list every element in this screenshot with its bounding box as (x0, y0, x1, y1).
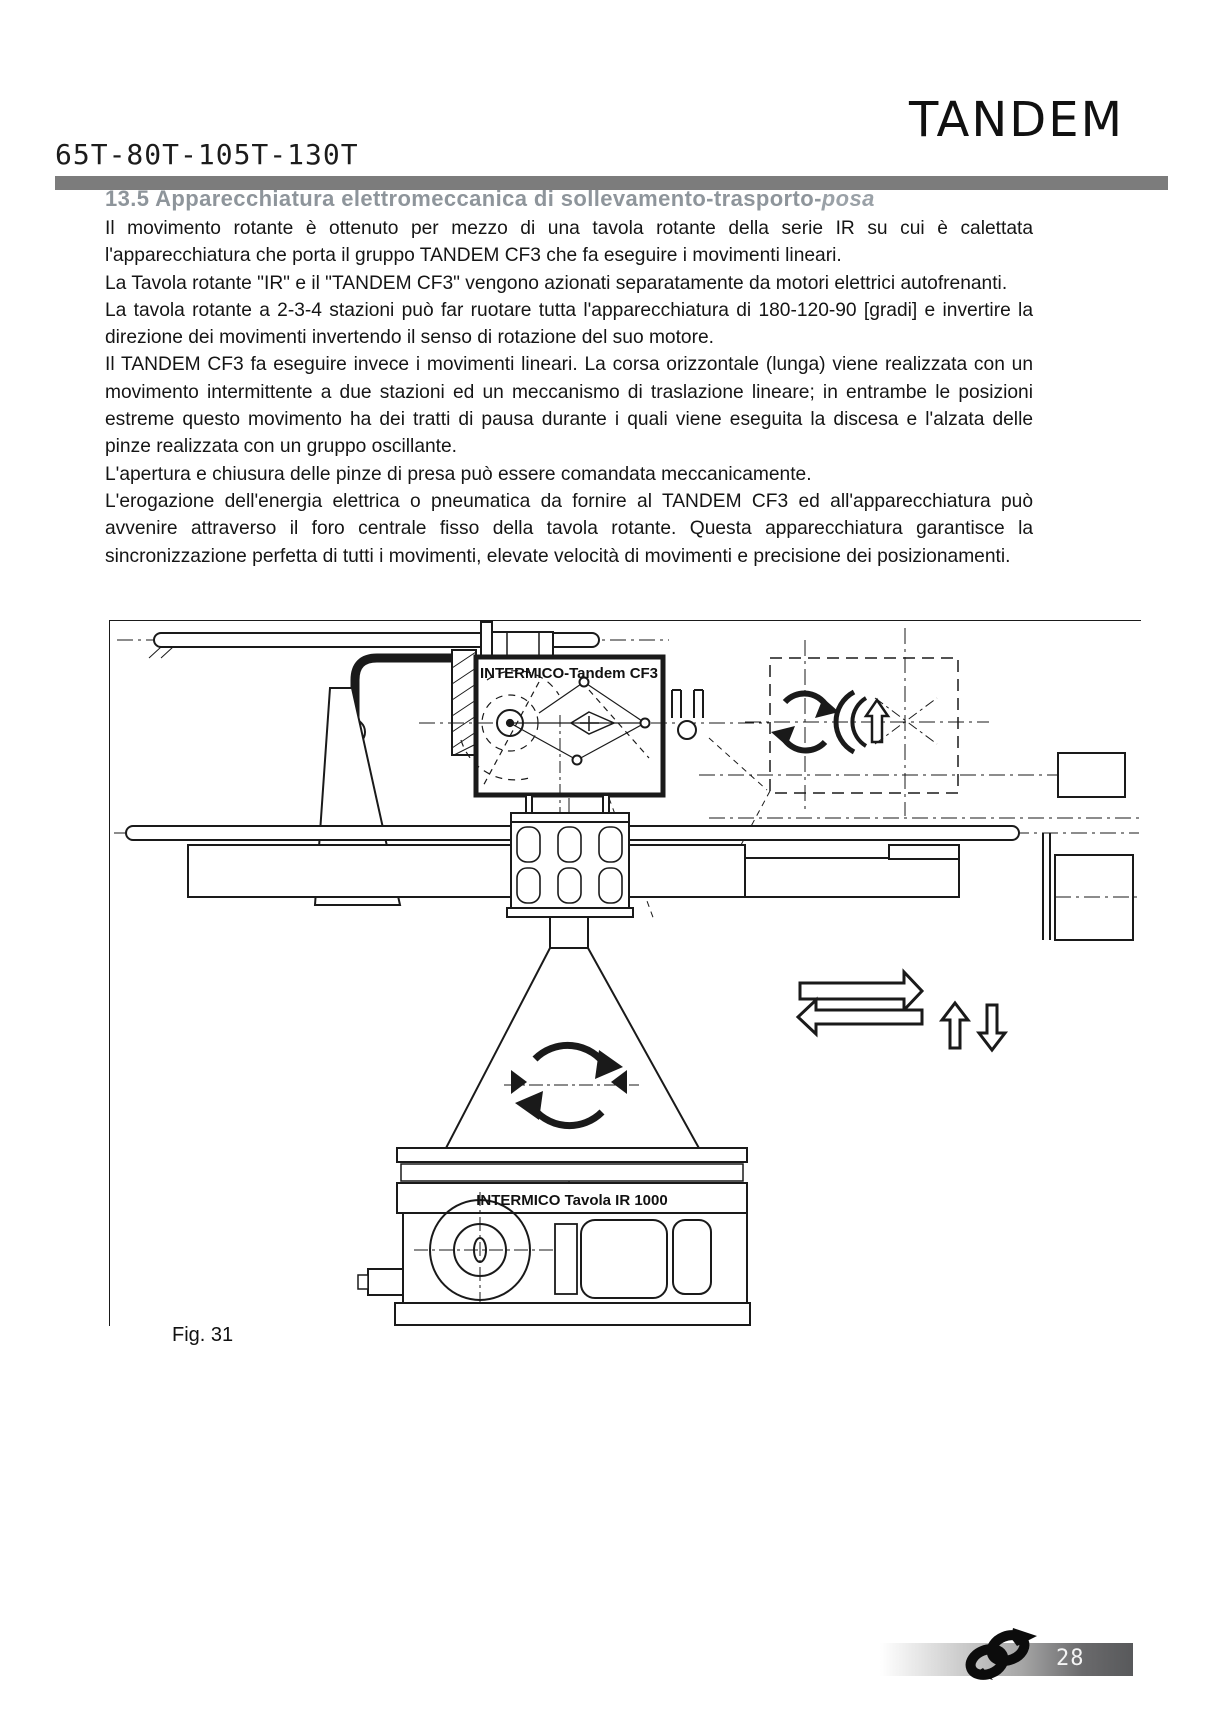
figure-caption: Fig. 31 (172, 1324, 234, 1346)
rotary-table-base (358, 1148, 750, 1325)
model-codes-heading: 65T-80T-105T-130T (55, 138, 359, 171)
brand-logo-text: TANDEM (908, 92, 1124, 148)
paragraph: L'apertura e chiusura delle pinze di presa può essere comandata meccanicamente. (105, 463, 812, 485)
arrow-up-icon (942, 1003, 968, 1048)
intermico-logo-icon (953, 1624, 1049, 1686)
rotation-symbol-box (745, 628, 989, 816)
arrow-right-icon (800, 972, 922, 1010)
paragraph: La Tavola rotante "IR" e il "TANDEM CF3" vengono azionati separatamente da motori elettrici autofrenanti. (105, 272, 1008, 294)
section-title (105, 186, 1033, 212)
figure-technical-drawing (109, 620, 1141, 1330)
motion-arrows (798, 972, 1005, 1050)
pedestal-rotation (445, 948, 700, 1150)
tavola-ir1000-label: INTERMICO Tavola IR 1000 (476, 1192, 668, 1209)
paragraph: L'erogazione dell'energia elettrica o pneumatica da fornire al TANDEM CF3 ed all'apparecchiatura può avvenire attraverso il foro centrale fisso della tavola rotante. Questa apparecchiatura garantisce la sincronizzazione perfetta di tutti i movimenti, elevate velocità di movimenti e precisione dei posizionamenti. (105, 490, 1033, 567)
arrow-down-icon (979, 1005, 1005, 1050)
paragraph: La tavola rotante a 2-3-4 stazioni può far ruotare tutta l'apparecchiatura di 180-120-90 [gradi] e invertire la direzione dei movimenti invertendo il senso di rotazione del suo motore. (105, 299, 1033, 349)
paragraph: Il movimento rotante è ottenuto per mezzo di una tavola rotante della serie IR su cui è calettata l'apparecchiatura che porta il gruppo TANDEM CF3 che fa eseguire i movimenti lineari. (105, 218, 1033, 267)
paragraph: Il TANDEM CF3 fa eseguire invece i movimenti lineari. La corsa orizzontale (lunga) viene realizzata con un movimento intermittente a due stazioni ed un meccanismo di traslazione lineare; in entrambe le posizioni estreme questo movimento ha dei tratti di pausa durante i quali viene eseguita la discesa e l'alzata delle pinze realizzata con un gruppo oscillante. (105, 354, 1033, 458)
tandem-cf3-label: INTERMICO-Tandem CF3 (479, 665, 659, 682)
body-text-block (105, 186, 1033, 570)
section-title-suffix: posa (821, 186, 875, 211)
bellows-column (507, 795, 633, 948)
page-number: 28 (1056, 1646, 1085, 1671)
section-title-main: 13.5 Apparecchiatura elettromeccanica di sollevamento-trasporto- (105, 186, 822, 211)
